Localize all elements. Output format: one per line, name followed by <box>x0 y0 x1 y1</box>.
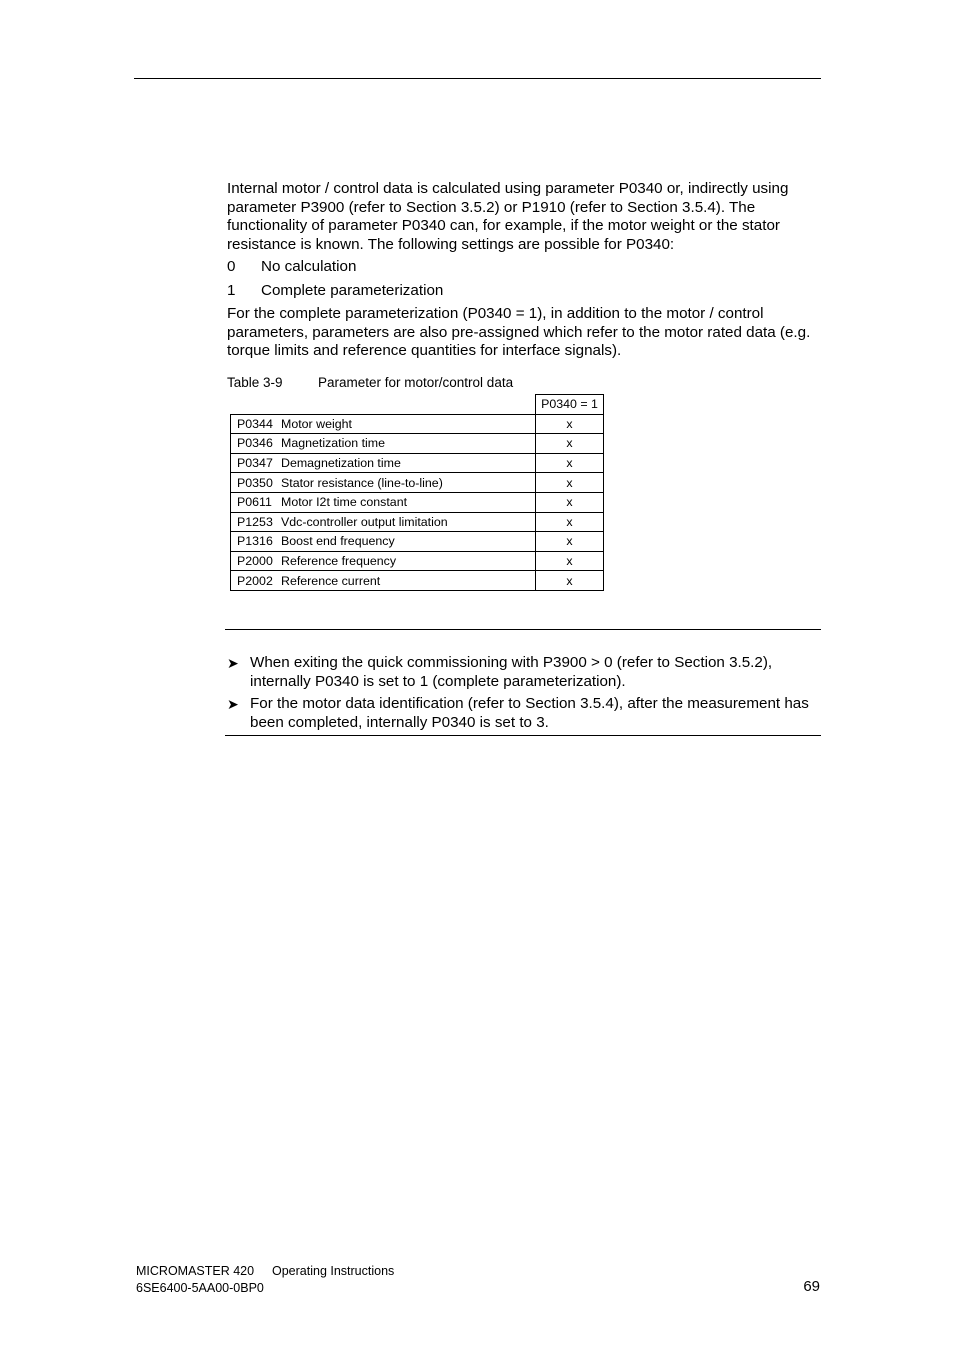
parameter-code: P2000 <box>237 554 273 569</box>
option-text: Complete parameterization <box>261 282 444 299</box>
parameter-code: P2002 <box>237 573 273 588</box>
parameter-name: Motor weight <box>281 416 352 431</box>
parameter-value: x <box>536 532 604 552</box>
parameter-cell <box>231 492 536 512</box>
parameter-name: Motor I2t time constant <box>281 495 408 510</box>
table-caption <box>227 375 727 391</box>
table-row <box>231 512 604 532</box>
intro-paragraph: Internal motor / control data is calculated using parameter P0340 or, indirectly using parameter P3900 (refer to Section 3.5.2) or P1910 (refer to Section 3.5.4). The functionality of parameter P0340 can, for example, if the motor weight or the stator resistance is known. The following settings are possible for P0340: <box>227 180 789 253</box>
parameter-value: x <box>536 414 604 434</box>
parameter-cell <box>231 473 536 493</box>
parameter-cell <box>231 512 536 532</box>
parameter-value: x <box>536 473 604 493</box>
parameter-name: Reference frequency <box>281 554 397 569</box>
footer-order-number: 6SE6400-5AA00-0BP0 <box>136 1281 264 1295</box>
option-number: 1 <box>227 282 236 299</box>
table-row <box>231 551 604 571</box>
parameter-cell <box>231 453 536 473</box>
parameter-cell <box>231 414 536 434</box>
header-rule <box>134 78 821 79</box>
page-number: 69 <box>803 1278 820 1295</box>
note-item <box>227 695 827 735</box>
parameter-value: x <box>536 453 604 473</box>
table-row <box>231 492 604 512</box>
parameter-cell <box>231 551 536 571</box>
parameter-name: Reference current <box>281 573 381 588</box>
parameter-table <box>230 394 604 591</box>
note-item <box>227 654 827 694</box>
parameter-code: P0350 <box>237 475 273 490</box>
parameter-value: x <box>536 512 604 532</box>
parameter-code: P1253 <box>237 514 273 529</box>
parameter-cell <box>231 434 536 454</box>
parameter-value: x <box>536 434 604 454</box>
parameter-name: Boost end frequency <box>281 534 395 549</box>
option-text: No calculation <box>261 258 357 275</box>
parameter-cell <box>231 532 536 552</box>
parameter-name: Magnetization time <box>281 436 385 451</box>
parameter-value: x <box>536 551 604 571</box>
parameter-code: P0344 <box>237 416 273 431</box>
footer-product-line <box>136 1263 536 1279</box>
table-row <box>231 473 604 493</box>
parameter-code: P0346 <box>237 436 273 451</box>
parameter-name: Stator resistance (line-to-line) <box>281 475 443 490</box>
footer-doc-type: Operating Instructions <box>272 1264 395 1278</box>
complete-parameterization-paragraph: For the complete parameterization (P0340 = 1), in addition to the motor / control parameters, parameters are also pre-assigned which refer to the motor rated data (e.g. torque limits and reference quantities for interface signals). <box>227 305 811 360</box>
parameter-cell <box>231 571 536 591</box>
note-text: When exiting the quick commissioning with P3900 > 0 (refer to Section 3.5.2), internally P0340 is set to 1 (complete parameterization). <box>250 654 773 690</box>
table-row <box>231 571 604 591</box>
table-row <box>231 532 604 552</box>
table-row <box>231 414 604 434</box>
note-text: For the motor data identification (refer to Section 3.5.4), after the measurement has been completed, internally P0340 is set to 3. <box>250 695 809 731</box>
parameter-code: P1316 <box>237 534 273 549</box>
parameter-name: Vdc-controller output limitation <box>281 514 448 529</box>
table-header-row <box>231 395 604 415</box>
table-caption-title: Parameter for motor/control data <box>318 375 514 390</box>
table-row <box>231 453 604 473</box>
parameter-name: Demagnetization time <box>281 456 401 471</box>
arrow-bullet-icon: ➤ <box>227 655 239 671</box>
table-caption-number: Table 3-9 <box>227 375 283 390</box>
parameter-code: P0611 <box>237 495 272 510</box>
table-header-blank <box>231 395 536 415</box>
footer-product: MICROMASTER 420 <box>136 1264 255 1278</box>
option-number: 0 <box>227 258 236 275</box>
parameter-code: P0347 <box>237 456 273 471</box>
parameter-value: x <box>536 571 604 591</box>
arrow-bullet-icon: ➤ <box>227 696 239 712</box>
table-row <box>231 434 604 454</box>
note-top-rule <box>225 629 821 630</box>
note-bottom-rule <box>225 735 821 736</box>
option-item <box>227 258 827 278</box>
option-item <box>227 282 827 302</box>
table-header-p0340: P0340 = 1 <box>536 395 604 415</box>
parameter-value: x <box>536 492 604 512</box>
